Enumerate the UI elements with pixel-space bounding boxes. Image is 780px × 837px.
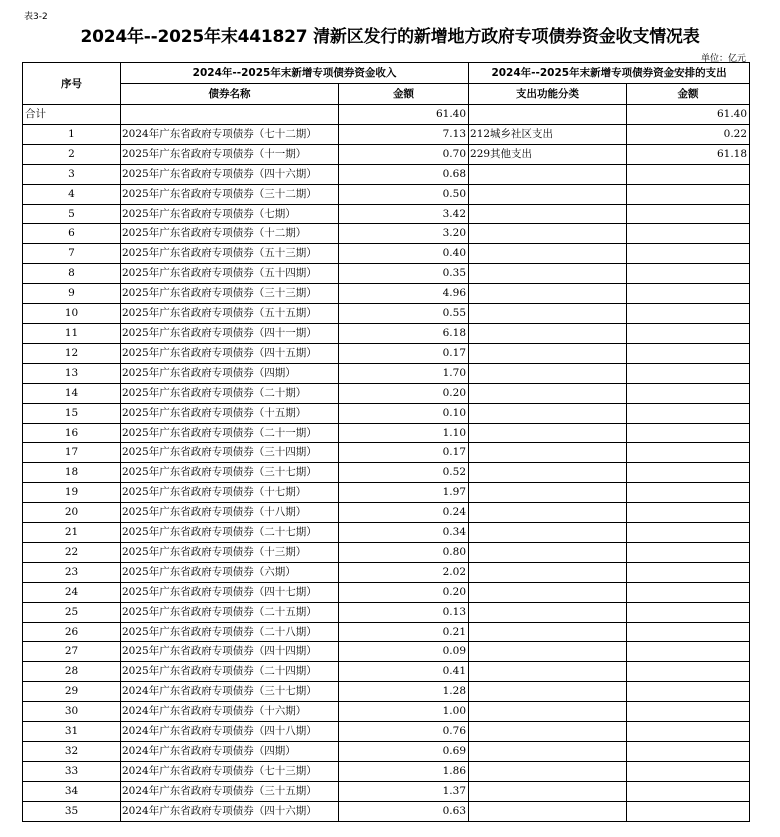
table-row xyxy=(23,144,750,164)
function-class-cell xyxy=(469,224,627,244)
row-index: 30 xyxy=(23,702,121,722)
income-amount-cell: 0.69 xyxy=(339,742,469,762)
function-class-cell: 212城乡社区支出 xyxy=(469,124,627,144)
expenditure-amount-cell xyxy=(627,642,750,662)
function-class-cell xyxy=(469,204,627,224)
function-class-cell xyxy=(469,184,627,204)
row-index: 12 xyxy=(23,343,121,363)
function-class-cell xyxy=(469,383,627,403)
bond-name-cell: 2025年广东省政府专项债券（三十二期） xyxy=(121,184,339,204)
table-row xyxy=(23,164,750,184)
row-index: 10 xyxy=(23,304,121,324)
income-amount-cell: 0.80 xyxy=(339,542,469,562)
row-index: 19 xyxy=(23,483,121,503)
table-row xyxy=(23,761,750,781)
table-row xyxy=(23,323,750,343)
expenditure-amount-cell xyxy=(627,383,750,403)
expenditure-amount-cell xyxy=(627,323,750,343)
income-amount-cell: 0.52 xyxy=(339,463,469,483)
income-amount-cell: 1.37 xyxy=(339,781,469,801)
expenditure-amount-cell xyxy=(627,503,750,523)
income-amount-cell: 1.10 xyxy=(339,423,469,443)
income-amount-cell: 0.09 xyxy=(339,642,469,662)
income-amount-cell: 0.24 xyxy=(339,503,469,523)
row-index: 15 xyxy=(23,403,121,423)
expenditure-amount-cell xyxy=(627,702,750,722)
function-class-cell xyxy=(469,523,627,543)
function-class-cell xyxy=(469,403,627,423)
row-index: 13 xyxy=(23,363,121,383)
row-index: 5 xyxy=(23,204,121,224)
function-class-cell xyxy=(469,542,627,562)
expenditure-amount-cell xyxy=(627,224,750,244)
bond-name-cell: 2025年广东省政府专项债券（四十五期） xyxy=(121,343,339,363)
row-index: 7 xyxy=(23,244,121,264)
function-class-cell xyxy=(469,323,627,343)
total-empty-func xyxy=(469,105,627,125)
table-row xyxy=(23,343,750,363)
row-index: 4 xyxy=(23,184,121,204)
income-amount-cell: 3.20 xyxy=(339,224,469,244)
row-index: 33 xyxy=(23,761,121,781)
function-class-cell xyxy=(469,702,627,722)
bond-name-cell: 2025年广东省政府专项债券（五十五期） xyxy=(121,304,339,324)
income-amount-cell: 0.10 xyxy=(339,403,469,423)
income-amount-cell: 0.55 xyxy=(339,304,469,324)
function-class-cell xyxy=(469,662,627,682)
income-amount-cell: 0.50 xyxy=(339,184,469,204)
row-index: 27 xyxy=(23,642,121,662)
function-class-cell xyxy=(469,244,627,264)
income-amount-cell: 1.00 xyxy=(339,702,469,722)
header-amount: 金额 xyxy=(339,84,469,105)
income-amount-cell: 0.17 xyxy=(339,343,469,363)
bond-name-cell: 2025年广东省政府专项债券（十七期） xyxy=(121,483,339,503)
table-row xyxy=(23,184,750,204)
expenditure-amount-cell xyxy=(627,184,750,204)
bond-name-cell: 2025年广东省政府专项债券（十八期） xyxy=(121,503,339,523)
bond-name-cell: 2025年广东省政府专项债券（五十三期） xyxy=(121,244,339,264)
expenditure-amount-cell xyxy=(627,204,750,224)
expenditure-amount-cell xyxy=(627,742,750,762)
table-row xyxy=(23,702,750,722)
expenditure-amount-cell xyxy=(627,622,750,642)
function-class-cell xyxy=(469,742,627,762)
expenditure-amount-cell xyxy=(627,443,750,463)
row-index: 26 xyxy=(23,622,121,642)
expenditure-amount-cell xyxy=(627,682,750,702)
function-class-cell xyxy=(469,264,627,284)
bond-income-expenditure-table xyxy=(22,62,750,822)
income-amount-cell: 0.63 xyxy=(339,801,469,821)
income-amount-cell: 0.20 xyxy=(339,383,469,403)
row-index: 23 xyxy=(23,562,121,582)
table-row xyxy=(23,204,750,224)
expenditure-amount-cell xyxy=(627,343,750,363)
income-amount-cell: 2.02 xyxy=(339,562,469,582)
row-index: 25 xyxy=(23,602,121,622)
bond-name-cell: 2024年广东省政府专项债券（四十六期） xyxy=(121,801,339,821)
expenditure-amount-cell xyxy=(627,164,750,184)
row-index: 20 xyxy=(23,503,121,523)
function-class-cell xyxy=(469,423,627,443)
header-income-group: 2024年--2025年末新增专项债券资金收入 xyxy=(121,63,469,84)
bond-name-cell: 2024年广东省政府专项债券（四十八期） xyxy=(121,722,339,742)
table-row xyxy=(23,602,750,622)
function-class-cell xyxy=(469,722,627,742)
expenditure-amount-cell xyxy=(627,562,750,582)
row-index: 28 xyxy=(23,662,121,682)
income-amount-cell: 6.18 xyxy=(339,323,469,343)
function-class-cell xyxy=(469,443,627,463)
function-class-cell xyxy=(469,164,627,184)
income-amount-cell: 7.13 xyxy=(339,124,469,144)
expenditure-amount-cell xyxy=(627,284,750,304)
total-income-amount: 61.40 xyxy=(339,105,469,125)
row-index: 6 xyxy=(23,224,121,244)
income-amount-cell: 0.20 xyxy=(339,582,469,602)
bond-name-cell: 2025年广东省政府专项债券（二十一期） xyxy=(121,423,339,443)
table-row xyxy=(23,483,750,503)
bond-name-cell: 2025年广东省政府专项债券（四十一期） xyxy=(121,323,339,343)
row-index: 24 xyxy=(23,582,121,602)
bond-name-cell: 2025年广东省政府专项债券（四十六期） xyxy=(121,164,339,184)
income-amount-cell: 0.70 xyxy=(339,144,469,164)
function-class-cell xyxy=(469,622,627,642)
expenditure-amount-cell xyxy=(627,722,750,742)
table-row xyxy=(23,662,750,682)
table-row xyxy=(23,403,750,423)
income-amount-cell: 0.41 xyxy=(339,662,469,682)
header-function-class: 支出功能分类 xyxy=(469,84,627,105)
bond-name-cell: 2024年广东省政府专项债券（三十五期） xyxy=(121,781,339,801)
total-expenditure-amount: 61.40 xyxy=(627,105,750,125)
header-expenditure-group: 2024年--2025年末新增专项债券资金安排的支出 xyxy=(469,63,750,84)
function-class-cell xyxy=(469,761,627,781)
function-class-cell xyxy=(469,562,627,582)
income-amount-cell: 0.21 xyxy=(339,622,469,642)
expenditure-amount-cell xyxy=(627,761,750,781)
table-row xyxy=(23,542,750,562)
function-class-cell xyxy=(469,801,627,821)
function-class-cell xyxy=(469,363,627,383)
bond-name-cell: 2025年广东省政府专项债券（三十三期） xyxy=(121,284,339,304)
function-class-cell xyxy=(469,463,627,483)
header-amount-expenditure: 金额 xyxy=(627,84,750,105)
expenditure-amount-cell xyxy=(627,483,750,503)
bond-name-cell: 2025年广东省政府专项债券（二十期） xyxy=(121,383,339,403)
table-row xyxy=(23,304,750,324)
expenditure-amount-cell xyxy=(627,542,750,562)
expenditure-amount-cell xyxy=(627,582,750,602)
bond-name-cell: 2025年广东省政府专项债券（十一期） xyxy=(121,144,339,164)
row-index: 35 xyxy=(23,801,121,821)
total-label: 合计 xyxy=(23,105,121,125)
table-row xyxy=(23,562,750,582)
table-number: 表3-2 xyxy=(24,12,48,22)
page-title: 2024年--2025年末441827 清新区发行的新增地方政府专项债券资金收支情况表 xyxy=(80,27,700,47)
bond-name-cell: 2025年广东省政府专项债券（五十四期） xyxy=(121,264,339,284)
row-index: 1 xyxy=(23,124,121,144)
table-row xyxy=(23,244,750,264)
table-body xyxy=(23,105,750,822)
table-row xyxy=(23,742,750,762)
bond-name-cell: 2025年广东省政府专项债券（四十七期） xyxy=(121,582,339,602)
income-amount-cell: 3.42 xyxy=(339,204,469,224)
table-row xyxy=(23,264,750,284)
expenditure-amount-cell xyxy=(627,304,750,324)
row-index: 11 xyxy=(23,323,121,343)
function-class-cell xyxy=(469,682,627,702)
expenditure-amount-cell xyxy=(627,602,750,622)
row-index: 18 xyxy=(23,463,121,483)
income-amount-cell: 1.86 xyxy=(339,761,469,781)
table-row xyxy=(23,722,750,742)
table-row xyxy=(23,423,750,443)
bond-name-cell: 2025年广东省政府专项债券（四期） xyxy=(121,363,339,383)
function-class-cell xyxy=(469,642,627,662)
row-index: 14 xyxy=(23,383,121,403)
income-amount-cell: 1.97 xyxy=(339,483,469,503)
expenditure-amount-cell xyxy=(627,264,750,284)
bond-name-cell: 2025年广东省政府专项债券（二十五期） xyxy=(121,602,339,622)
table-row xyxy=(23,503,750,523)
row-index: 3 xyxy=(23,164,121,184)
table-row xyxy=(23,463,750,483)
expenditure-amount-cell xyxy=(627,801,750,821)
header-bond-name: 债券名称 xyxy=(121,84,339,105)
expenditure-amount-cell xyxy=(627,662,750,682)
bond-name-cell: 2025年广东省政府专项债券（十三期） xyxy=(121,542,339,562)
income-amount-cell: 0.76 xyxy=(339,722,469,742)
function-class-cell xyxy=(469,781,627,801)
table-row xyxy=(23,224,750,244)
income-amount-cell: 4.96 xyxy=(339,284,469,304)
expenditure-amount-cell xyxy=(627,363,750,383)
income-amount-cell: 1.70 xyxy=(339,363,469,383)
function-class-cell xyxy=(469,284,627,304)
row-index: 29 xyxy=(23,682,121,702)
total-row xyxy=(23,105,750,125)
row-index: 32 xyxy=(23,742,121,762)
table-row xyxy=(23,124,750,144)
function-class-cell xyxy=(469,582,627,602)
bond-name-cell: 2024年广东省政府专项债券（十六期） xyxy=(121,702,339,722)
income-amount-cell: 0.17 xyxy=(339,443,469,463)
income-amount-cell: 0.35 xyxy=(339,264,469,284)
table-row xyxy=(23,781,750,801)
row-index: 2 xyxy=(23,144,121,164)
income-amount-cell: 1.28 xyxy=(339,682,469,702)
bond-name-cell: 2025年广东省政府专项债券（六期） xyxy=(121,562,339,582)
table-row xyxy=(23,443,750,463)
bond-name-cell: 2025年广东省政府专项债券（二十四期） xyxy=(121,662,339,682)
bond-name-cell: 2025年广东省政府专项债券（四十四期） xyxy=(121,642,339,662)
expenditure-amount-cell xyxy=(627,463,750,483)
table-row xyxy=(23,383,750,403)
function-class-cell xyxy=(469,483,627,503)
row-index: 31 xyxy=(23,722,121,742)
income-amount-cell: 0.13 xyxy=(339,602,469,622)
expenditure-amount-cell xyxy=(627,523,750,543)
bond-name-cell: 2024年广东省政府专项债券（四期） xyxy=(121,742,339,762)
unit-label: 单位：亿元 xyxy=(700,54,746,64)
bond-name-cell: 2025年广东省政府专项债券（三十四期） xyxy=(121,443,339,463)
expenditure-amount-cell xyxy=(627,244,750,264)
income-amount-cell: 0.34 xyxy=(339,523,469,543)
row-index: 9 xyxy=(23,284,121,304)
table-row xyxy=(23,284,750,304)
function-class-cell xyxy=(469,304,627,324)
row-index: 21 xyxy=(23,523,121,543)
bond-name-cell: 2025年广东省政府专项债券（二十七期） xyxy=(121,523,339,543)
table-row xyxy=(23,801,750,821)
income-amount-cell: 0.40 xyxy=(339,244,469,264)
expenditure-amount-cell xyxy=(627,403,750,423)
row-index: 16 xyxy=(23,423,121,443)
bond-name-cell: 2024年广东省政府专项债券（七十二期） xyxy=(121,124,339,144)
row-index: 22 xyxy=(23,542,121,562)
bond-name-cell: 2024年广东省政府专项债券（三十七期） xyxy=(121,682,339,702)
function-class-cell xyxy=(469,503,627,523)
function-class-cell xyxy=(469,343,627,363)
bond-name-cell: 2025年广东省政府专项债券（三十七期） xyxy=(121,463,339,483)
bond-name-cell: 2025年广东省政府专项债券（七期） xyxy=(121,204,339,224)
expenditure-amount-cell xyxy=(627,423,750,443)
table-row xyxy=(23,523,750,543)
table-row xyxy=(23,642,750,662)
row-index: 17 xyxy=(23,443,121,463)
table-row xyxy=(23,622,750,642)
income-amount-cell: 0.68 xyxy=(339,164,469,184)
table-row xyxy=(23,682,750,702)
table-row xyxy=(23,363,750,383)
function-class-cell: 229其他支出 xyxy=(469,144,627,164)
table-row xyxy=(23,582,750,602)
bond-name-cell: 2025年广东省政府专项债券（十五期） xyxy=(121,403,339,423)
total-empty-name xyxy=(121,105,339,125)
row-index: 34 xyxy=(23,781,121,801)
header-seq: 序号 xyxy=(23,63,121,105)
bond-name-cell: 2025年广东省政府专项债券（十二期） xyxy=(121,224,339,244)
expenditure-amount-cell xyxy=(627,781,750,801)
expenditure-amount-cell: 61.18 xyxy=(627,144,750,164)
row-index: 8 xyxy=(23,264,121,284)
bond-name-cell: 2024年广东省政府专项债券（七十三期） xyxy=(121,761,339,781)
function-class-cell xyxy=(469,602,627,622)
bond-name-cell: 2025年广东省政府专项债券（二十八期） xyxy=(121,622,339,642)
expenditure-amount-cell: 0.22 xyxy=(627,124,750,144)
